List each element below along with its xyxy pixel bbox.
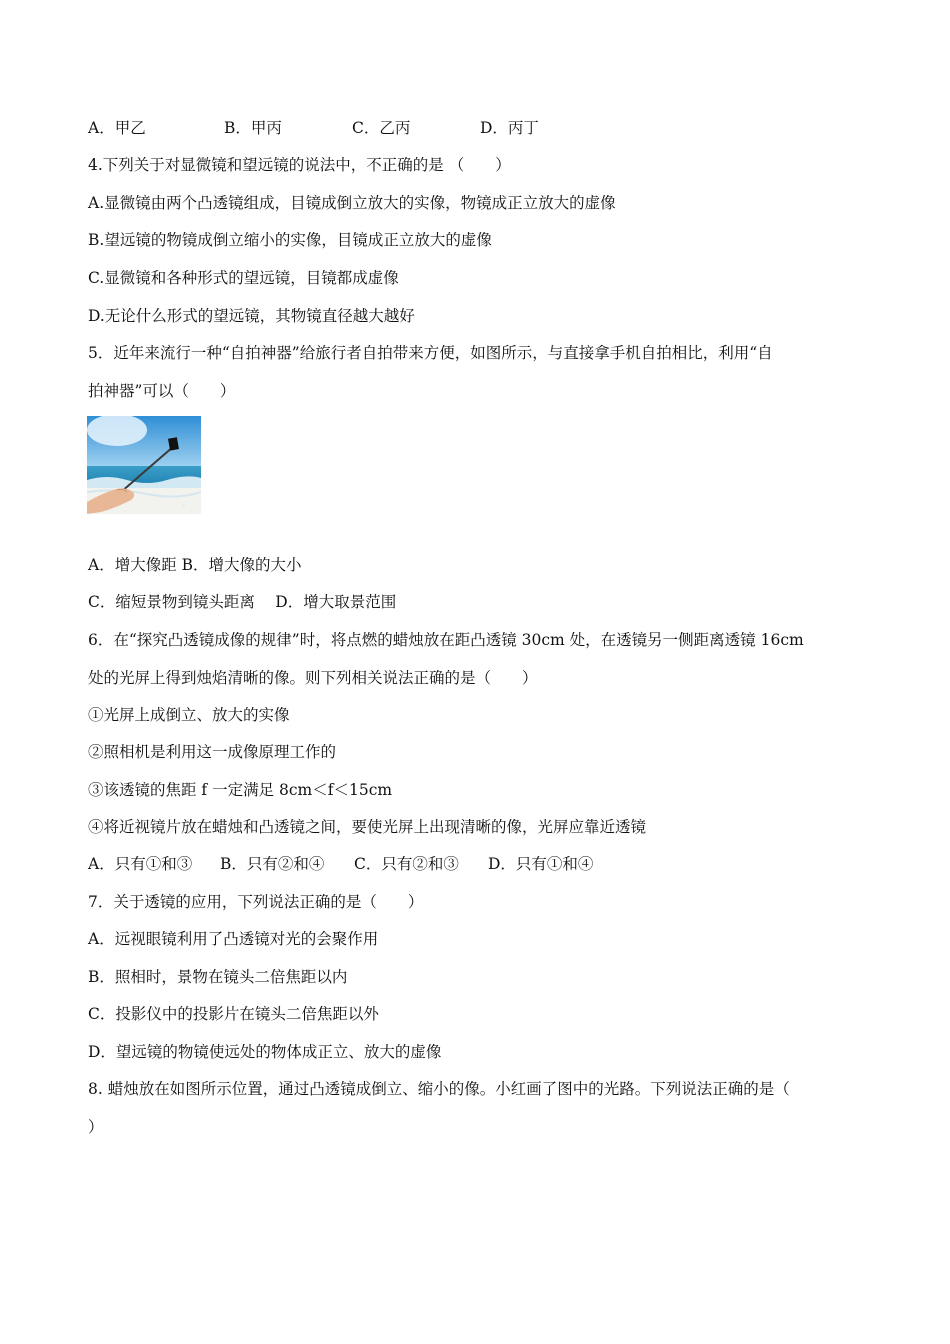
q3-option-a: A．甲乙 xyxy=(88,119,146,137)
q5-stem-line1: 5．近年来流行一种“自拍神器”给旅行者自拍带来方便，如图所示，与直接拿手机自拍相比，利用“自 xyxy=(88,344,773,362)
q3-option-b: B．甲丙 xyxy=(224,119,282,137)
q4-option-a: A.显微镜由两个凸透镜组成，目镜成倒立放大的实像，物镜成正立放大的虚像 xyxy=(88,194,616,212)
q6-option-a: A．只有①和③ xyxy=(88,855,193,873)
q8-stem-line2: ） xyxy=(88,1118,104,1136)
q4-stem: 4.下列关于对显微镜和望远镜的说法中，不正确的是 （ ） xyxy=(88,156,511,174)
svg-text:·: · xyxy=(183,503,185,510)
q6-statement-4: ④将近视镜片放在蜡烛和凸透镜之间，要使光屏上出现清晰的像，光屏应靠近透镜 xyxy=(88,818,647,836)
selfie-stick-photo xyxy=(87,416,201,514)
q7-stem: 7．关于透镜的应用，下列说法正确的是（ ） xyxy=(88,893,424,911)
q3-option-d: D．丙丁 xyxy=(480,119,539,137)
q7-option-a: A．远视眼镜利用了凸透镜对光的会聚作用 xyxy=(88,930,379,948)
q6-stem-line2: 处的光屏上得到烛焰清晰的像。则下列相关说法正确的是（ ） xyxy=(88,669,538,687)
q6-option-d: D．只有①和④ xyxy=(488,855,594,873)
q6-statement-3: ③该透镜的焦距 f 一定满足 8cm＜f＜15cm xyxy=(88,781,393,799)
q6-option-b: B．只有②和④ xyxy=(220,855,325,873)
q7-option-d: D．望远镜的物镜使远处的物体成正立、放大的虚像 xyxy=(88,1043,442,1061)
q7-option-b: B．照相时，景物在镜头二倍焦距以内 xyxy=(88,968,348,986)
q6-option-c: C．只有②和③ xyxy=(354,855,459,873)
q5-options-line1: A．增大像距 B．增大像的大小 xyxy=(88,556,302,574)
q8-stem-line1: 8. 蜡烛放在如图所示位置，通过凸透镜成倒立、缩小的像。小红画了图中的光路。下列说法正确的是（ xyxy=(88,1080,790,1098)
q6-statement-2: ②照相机是利用这一成像原理工作的 xyxy=(88,743,337,761)
q3-option-c: C．乙丙 xyxy=(352,119,411,137)
q5-stem-line2: 拍神器”可以（ ） xyxy=(88,382,236,400)
q6-stem-line1: 6．在“探究凸透镜成像的规律”时，将点燃的蜡烛放在距凸透镜 30cm 处，在透镜另一侧距离透镜 16cm xyxy=(88,631,804,649)
q4-option-b: B.望远镜的物镜成倒立缩小的实像，目镜成正立放大的虚像 xyxy=(88,231,492,249)
q4-option-d: D.无论什么形式的望远镜，其物镜直径越大越好 xyxy=(88,307,415,325)
q7-option-c: C．投影仪中的投影片在镜头二倍焦距以外 xyxy=(88,1005,379,1023)
q6-statement-1: ①光屏上成倒立、放大的实像 xyxy=(88,706,290,724)
q5-options-line2: C．缩短景物到镜头距离 D．增大取景范围 xyxy=(88,593,397,611)
q4-option-c: C.显微镜和各种形式的望远镜，目镜都成虚像 xyxy=(88,269,399,287)
